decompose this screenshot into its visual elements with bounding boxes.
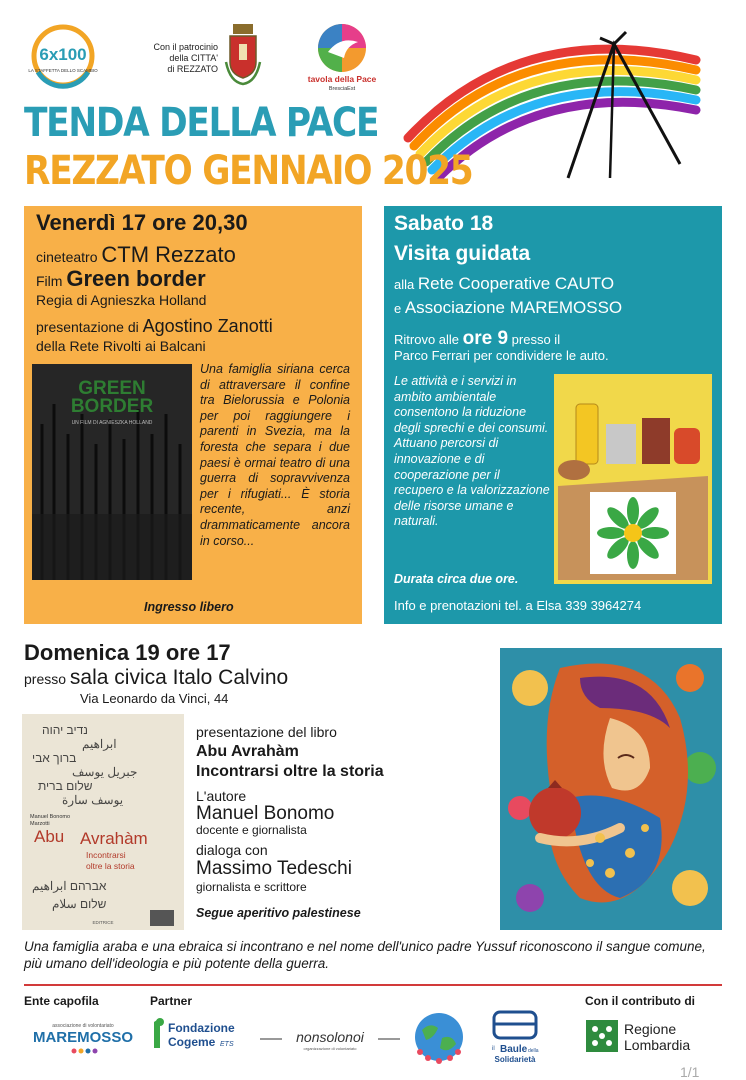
poster-subtitle: UN FILM DI AGNIESZKA HOLLAND	[71, 420, 153, 426]
meet-prefix: Ritrovo alle	[394, 332, 463, 347]
contribution-label: Con il contributo di	[585, 994, 695, 1008]
bottom-description: Una famiglia araba e una ebraica si incontrano e nel nome dell'unico padre Yussuf riconoscono il sangue comune, più umano dell'ideologia e più potente della guerra.	[24, 939, 706, 971]
sunday-address: Via Leonardo da Vinci, 44	[80, 691, 229, 706]
dialog-role: giornalista e scrittore	[196, 880, 307, 894]
poster-title-2: BORDER	[70, 396, 154, 417]
cover-publisher: EDITRICE	[92, 920, 114, 925]
saturday-rete	[394, 274, 614, 294]
saturday-title: Visita guidata	[394, 242, 531, 265]
author-name: Manuel Bonomo	[196, 803, 335, 824]
book-cover	[22, 714, 184, 930]
page-number: 1/1	[680, 1064, 700, 1080]
friday-cinema	[36, 242, 236, 268]
maremosso-logo	[24, 1018, 142, 1058]
food-box-image	[554, 374, 712, 584]
dialog-label: dialoga con	[196, 842, 268, 858]
partner-label: Partner	[150, 994, 193, 1008]
tavola-della-pace-logo	[307, 22, 377, 92]
cover-title-1: Abu	[34, 827, 65, 846]
regione-line-1: Regione	[624, 1021, 677, 1037]
6x100-number: 6x100	[39, 45, 87, 64]
cinema-name: CTM Rezzato	[101, 242, 236, 267]
svg-text:جبريل يوسف: جبريل يوسف	[72, 765, 138, 779]
saturday-date: Sabato 18	[394, 212, 494, 235]
saturday-assoc	[394, 298, 622, 318]
rete-name: Rete Cooperative CAUTO	[417, 274, 615, 293]
woman-pomegranate-painting	[500, 648, 722, 930]
film-prefix: Film	[36, 273, 67, 289]
saturday-duration: Durata circa due ore.	[394, 572, 519, 586]
meet-suffix: presso il	[508, 332, 561, 347]
svg-text:שלום سلام: שלום سلام	[52, 897, 107, 911]
sunday-venue	[24, 666, 288, 690]
green-border-poster	[32, 364, 192, 580]
nonsolonoi-logo	[260, 1024, 400, 1054]
friday-director: Regia di Agnieszka Holland	[36, 292, 207, 308]
book-subtitle: Incontrarsi oltre la storia	[196, 763, 384, 780]
friday-date: Venerdì 17 ore 20,30	[36, 210, 248, 235]
saturday-meeting-place: Parco Ferrari per condividere le auto.	[394, 348, 609, 363]
presenter-prefix: presentazione di	[36, 319, 143, 335]
saturday-meeting	[394, 328, 560, 350]
patronage-line-3: di REZZATO	[167, 64, 218, 74]
lead-label: Ente capofila	[24, 994, 99, 1008]
cover-sub-2: oltre la storia	[86, 861, 135, 871]
regione-line-2: Lombardia	[624, 1037, 691, 1053]
patronage-line-2: della CITTA'	[169, 53, 218, 63]
title-line-2: REZZATO GENNAIO 2025	[24, 148, 473, 194]
aperitivo-note: Segue aperitivo palestinese	[196, 906, 361, 920]
maremosso-small: associazione di volontariato	[52, 1023, 114, 1029]
cinema-prefix: cineteatro	[36, 249, 102, 265]
friday-entrance: Ingresso libero	[144, 600, 234, 614]
cogeme-ets: ETS	[220, 1041, 234, 1048]
baule-solidarieta-logo	[486, 1010, 544, 1070]
poster-title-1: GREEN	[78, 378, 146, 399]
friday-description: Una famiglia siriana cerca di attraversare il confine tra Bielorussia e Polonia per poi raggiungere i parenti in Svezia, ma la foresta che separa i due paesi è ormai teatro di una guerra di sopravvivenza per i rifugiati... È storia recente, anzi drammaticamente ancora in corso...	[200, 362, 350, 548]
tavola-sub: BresciaEst	[328, 86, 356, 92]
cover-title-2: Avrahàm	[80, 829, 148, 848]
rezzato-crest-icon	[222, 22, 264, 88]
cover-author: Manuel Bonomo	[30, 814, 71, 820]
dialog-person: Massimo Tedeschi	[196, 858, 352, 879]
regione-lombardia-logo	[584, 1016, 714, 1056]
patronage-text	[134, 42, 218, 75]
friday-presenter-org: della Rete Rivolti ai Balcani	[36, 338, 206, 354]
6x100-subtitle: LA STAFFETTA DELLO SCAMBIO	[28, 68, 98, 73]
svg-text:שלום ברית: שלום ברית	[38, 779, 93, 793]
nonsolonoi-sub: organizzazione di volontariato	[303, 1046, 357, 1051]
maremosso-name: MAREMOSSO	[32, 1029, 134, 1046]
footer-divider	[24, 984, 722, 986]
friday-film	[36, 266, 206, 292]
cogeme-line-2: Cogeme	[168, 1035, 216, 1049]
book-title: Abu Avrahàm	[196, 743, 299, 760]
sunday-date: Domenica 19 ore 17	[24, 640, 231, 665]
baule-line-3: della	[528, 1048, 539, 1054]
presenter-name: Agostino Zanotti	[142, 316, 273, 336]
friday-presenter	[36, 316, 273, 337]
svg-text:אברהם ابراهيم: אברהם ابراهيم	[32, 879, 107, 893]
saturday-info: Info e prenotazioni tel. a Elsa 339 3964274	[394, 598, 642, 613]
svg-text:נדיב יהוה: נדיב יהוה	[42, 723, 88, 737]
fondazione-cogeme-logo	[150, 1016, 250, 1052]
svg-text:يوسف سارة: يوسف سارة	[62, 793, 124, 807]
rete-prefix: alla	[394, 277, 418, 292]
baule-line-1: il	[492, 1046, 495, 1052]
svg-text:ברוך אבי: ברוך אבי	[32, 751, 77, 765]
nonsolonoi-name: nonsolonoi	[296, 1029, 364, 1045]
title-line-1: TENDA DELLA PACE	[24, 100, 379, 146]
venue-prefix: presso	[24, 671, 70, 687]
assoc-prefix: e	[394, 301, 405, 316]
patronage-line-1: Con il patrocinio	[153, 42, 218, 52]
svg-text:ابراهيم: ابراهيم	[82, 737, 117, 751]
cogeme-line-1: Fondazione	[168, 1021, 235, 1035]
globe-logo	[410, 1008, 468, 1066]
book-presentation-label: presentazione del libro	[196, 724, 337, 740]
venue-name: sala civica Italo Calvino	[69, 666, 289, 689]
assoc-name: Associazione MAREMOSSO	[404, 298, 623, 317]
cover-sub-1: Incontrarsi	[86, 850, 126, 860]
film-title: Green border	[66, 266, 206, 291]
baule-line-4: Solidarietà	[494, 1055, 536, 1064]
author-label: L'autore	[196, 788, 247, 804]
baule-line-2: Baule	[500, 1044, 528, 1055]
tavola-name: tavola della Pace	[307, 74, 377, 84]
cover-author-2: Marzotti	[30, 821, 50, 827]
author-role: docente e giornalista	[196, 823, 307, 837]
saturday-description: Le attività e i servizi in ambito ambientale consentono la riduzione degli sprechi e dei consumi. Attuano percorsi di innovazione e di cooperazione per il recupero e la valorizzazione delle risorse umane e naturali.	[394, 374, 550, 529]
meet-time: ore 9	[462, 328, 509, 349]
6x100-logo	[24, 22, 102, 88]
